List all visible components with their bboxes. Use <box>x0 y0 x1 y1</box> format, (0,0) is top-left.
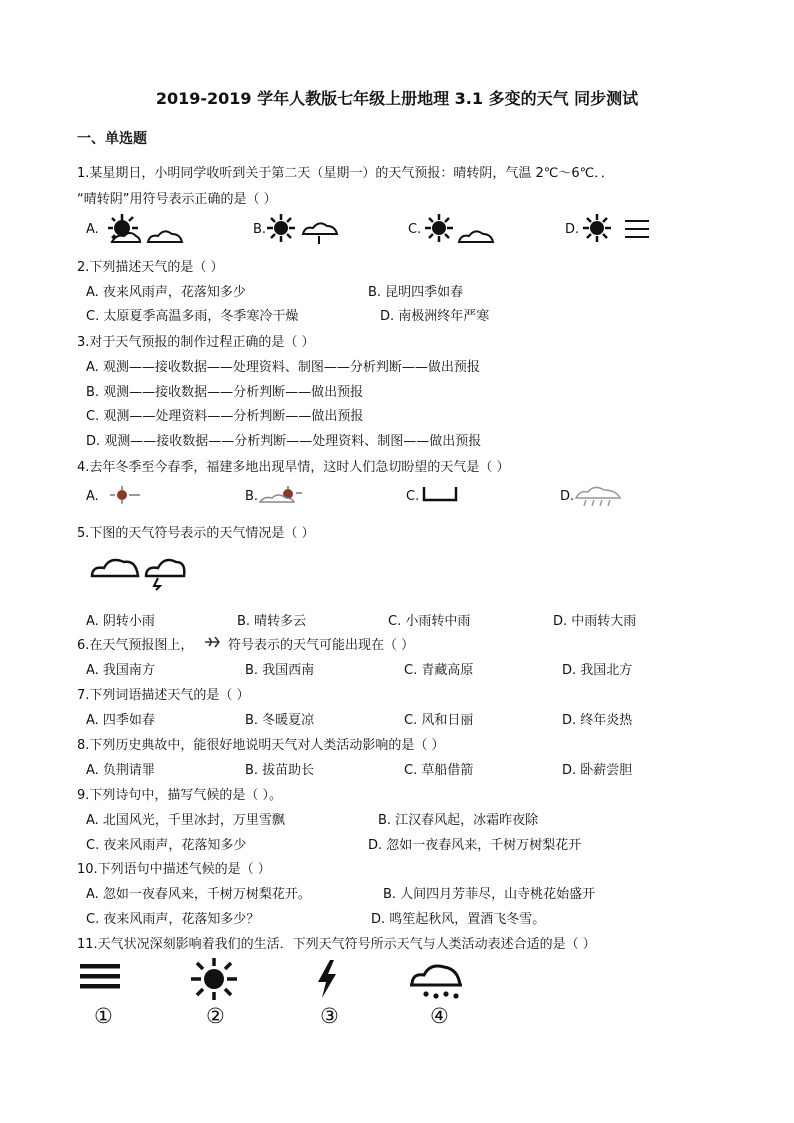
q6-option-d[interactable]: D. 我国北方 <box>562 663 633 678</box>
question-8-stem: 8.下列历史典故中，能很好地说明天气对人类活动影响的是（ ） <box>77 738 445 753</box>
q8-option-a[interactable]: A. 负荆请罪 <box>86 763 155 778</box>
q1-option-d-label[interactable]: D. <box>565 222 580 237</box>
q11-label-4: ④ <box>430 1004 449 1028</box>
q4-option-d-rain-cloud-icon <box>574 484 624 508</box>
q5-option-d[interactable]: D. 中雨转大雨 <box>553 614 637 629</box>
question-11-stem: 11.天气状况深刻影响着我们的生活．下列天气符号所示天气与人类活动表述合适的是（ ） <box>77 937 596 952</box>
section-heading: 一、单选题 <box>77 131 147 147</box>
page-title: 2019-2019 学年人教版七年级上册地理 3.1 多变的天气 同步测试 <box>155 89 639 108</box>
q6-option-a[interactable]: A. 我国南方 <box>86 663 155 678</box>
q11-label-2: ② <box>206 1004 225 1028</box>
q10-option-b[interactable]: B. 人间四月芳菲尽，山寺桃花始盛开 <box>383 887 596 902</box>
q4-option-c-bracket-icon <box>422 484 460 506</box>
question-6-stem-pre: 6.在天气预报图上， <box>77 638 194 653</box>
q7-option-a[interactable]: A. 四季如春 <box>86 713 155 728</box>
q5-option-b[interactable]: B. 晴转多云 <box>237 614 307 629</box>
q6-option-b[interactable]: B. 我国西南 <box>245 663 315 678</box>
q4-option-d-label[interactable]: D. <box>560 489 575 504</box>
q3-option-c[interactable]: C. 观测——处理资料——分析判断——做出预报 <box>86 409 364 424</box>
q1-option-d-sun-fog-icon <box>583 212 653 246</box>
question-4-stem: 4.去年冬季至今春季，福建多地出现旱情，这时人们急切盼望的天气是（ ） <box>77 460 510 475</box>
q10-option-a[interactable]: A. 忽如一夜春风来，千树万树梨花开。 <box>86 887 311 902</box>
q2-option-c[interactable]: C. 太原夏季高温多雨，冬季寒冷干燥 <box>86 309 299 324</box>
q3-option-d[interactable]: D. 观测——接收数据——分析判断——处理资料、制图——做出预报 <box>86 434 482 449</box>
q9-option-d[interactable]: D. 忽如一夜春风来，千树万树梨花开 <box>368 838 582 853</box>
question-3-stem: 3.对于天气预报的制作过程正确的是（ ） <box>77 335 315 350</box>
q7-option-b[interactable]: B. 冬暖夏凉 <box>245 713 315 728</box>
question-2-stem: 2.下列描述天气的是（ ） <box>77 260 224 275</box>
q5-option-c[interactable]: C. 小雨转中雨 <box>388 614 471 629</box>
q1-option-c-label[interactable]: C. <box>408 222 422 237</box>
q4-option-b-label[interactable]: B. <box>245 489 259 504</box>
question-9-stem: 9.下列诗句中，描写气候的是（ ）。 <box>77 788 283 803</box>
q3-option-b[interactable]: B. 观测——接收数据——分析判断——做出预报 <box>86 385 364 400</box>
q4-option-c-label[interactable]: C. <box>406 489 420 504</box>
q3-option-a[interactable]: A. 观测——接收数据——处理资料、制图——分析判断——做出预报 <box>86 360 480 375</box>
q1-option-a-label[interactable]: A. <box>86 222 99 237</box>
q2-option-b[interactable]: B. 昆明四季如春 <box>368 285 464 300</box>
q11-label-3: ③ <box>320 1004 339 1028</box>
q5-cloud-to-rain-icon <box>88 548 188 590</box>
q8-option-b[interactable]: B. 拔苗助长 <box>245 763 315 778</box>
q11-label-1: ① <box>94 1004 113 1028</box>
question-10-stem: 10.下列语句中描述气候的是（ ） <box>77 862 271 877</box>
question-7-stem: 7.下列词语描述天气的是（ ） <box>77 688 250 703</box>
q1-option-b-label[interactable]: B. <box>253 222 267 237</box>
q2-option-a[interactable]: A. 夜来风雨声，花落知多少 <box>86 285 246 300</box>
q9-option-a[interactable]: A. 北国风光，千里冰封，万里雪飘 <box>86 813 285 828</box>
q10-option-c[interactable]: C. 夜来风雨声，花落知多少？ <box>86 912 260 927</box>
q6-option-c[interactable]: C. 青藏高原 <box>404 663 474 678</box>
q4-option-b-sun-cloud-icon <box>258 484 306 506</box>
q11-fog-icon <box>80 962 122 992</box>
q8-option-d[interactable]: D. 卧薪尝胆 <box>562 763 633 778</box>
question-1-stem: 1.某星期日，小明同学收听到关于第二天（星期一）的天气预报：晴转阴，气温 2℃～6℃．． <box>77 166 614 181</box>
q11-sun-icon <box>189 958 239 1002</box>
q1-option-a-sun-cloud-icon <box>100 212 190 246</box>
q8-option-c[interactable]: C. 草船借箭 <box>404 763 474 778</box>
q1-option-b-sun-rain-icon <box>265 212 345 248</box>
q4-option-a-label[interactable]: A. <box>86 489 99 504</box>
q1-option-c-sun-cloud-icon <box>423 212 503 246</box>
q7-option-c[interactable]: C. 风和日丽 <box>404 713 474 728</box>
q2-option-d[interactable]: D. 南极洲终年严寒 <box>380 309 490 324</box>
q11-rain-cloud-icon <box>410 963 462 1001</box>
question-6-stem-post: 符号表示的天气可能出现在（ ） <box>228 638 415 653</box>
q9-option-b[interactable]: B. 江汉春风起，冰霜昨夜除 <box>378 813 539 828</box>
question-5-stem: 5.下图的天气符号表示的天气情况是（ ） <box>77 526 315 541</box>
q11-lightning-icon <box>314 960 340 1000</box>
q6-sandstorm-icon <box>203 635 223 649</box>
q9-option-c[interactable]: C. 夜来风雨声，花落知多少 <box>86 838 247 853</box>
q10-option-d[interactable]: D. 鸣笙起秋风，置酒飞冬雪。 <box>371 912 546 927</box>
q5-option-a[interactable]: A. 阴转小雨 <box>86 614 155 629</box>
q7-option-d[interactable]: D. 终年炎热 <box>562 713 633 728</box>
q4-option-a-haze-sun-icon <box>104 484 144 506</box>
question-1-stem-line2: “晴转阴”用符号表示正确的是（ ） <box>77 192 277 207</box>
